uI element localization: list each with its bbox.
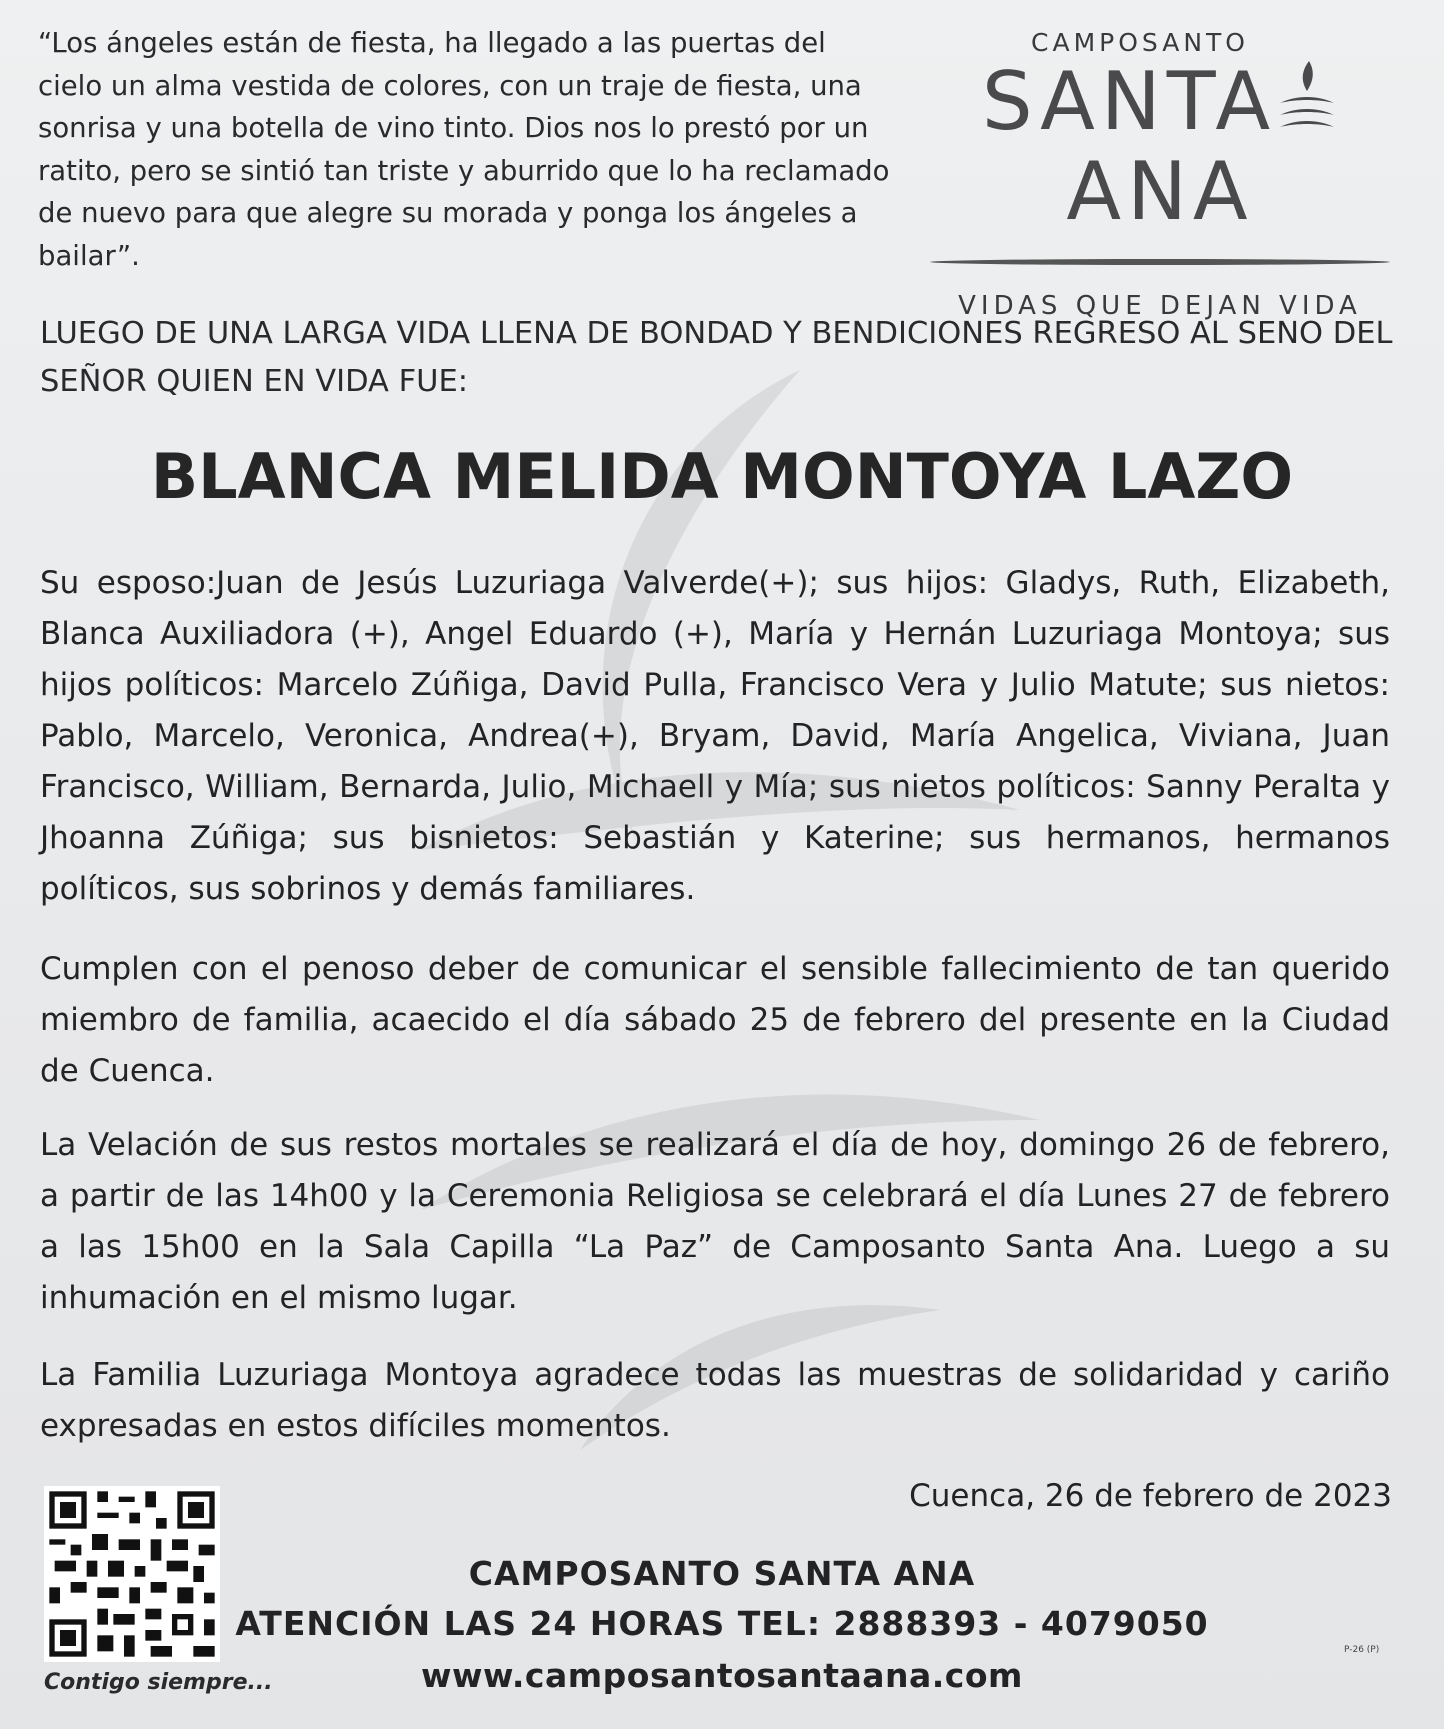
logo-slogan: VIDAS QUE DEJAN VIDA	[958, 291, 1362, 321]
print-code: P-26 (P)	[1344, 1645, 1380, 1655]
footer-phone: ATENCIÓN LAS 24 HORAS TEL: 2888393 - 4079050	[235, 1604, 1209, 1643]
intro-heading: LUEGO DE UNA LARGA VIDA LLENA DE BONDAD Y BENDICIONES REGRESO AL SENO DEL SEÑOR QUIEN EN VIDA FUE:	[40, 316, 1393, 399]
camposanto-logo	[900, 22, 1420, 321]
flame-icon	[1276, 57, 1338, 135]
logo-main-text	[900, 57, 1420, 237]
footer-company: CAMPOSANTO SANTA ANA	[468, 1554, 976, 1593]
footer-website: www.camposantosantaana.com	[421, 1656, 1023, 1695]
tagline: Contigo siempre...	[44, 1670, 273, 1695]
logo-divider	[930, 259, 1390, 265]
announcement-paragraph: Cumplen con el penoso deber de comunicar el sensible fallecimiento de tan querido miembro de familia, acaecido el día sábado 25 de febrero del presente en la Ciudad de Cuenca.	[40, 951, 1390, 1089]
ceremony-paragraph: La Velación de sus restos mortales se realizará el día de hoy, domingo 26 de febrero, a partir de las 14h00 y la Ceremonia Religiosa se celebrará el día Lunes 27 de febrero a las 15h00 en la Sala Capilla “La Paz” de Camposanto Santa Ana. Luego a su inhumación en el mismo lugar.	[40, 1127, 1390, 1316]
opening-quote: “Los ángeles están de fiesta, ha llegado a las puertas del cielo un alma vestida de colores, con un traje de fiesta, una sonrisa y una botella de vino tinto. Dios nos lo prestó por un ratito, pero se sintió tan triste y aburrido que lo ha reclamado de nuevo para que alegre su morada y ponga los ángeles a bailar”.	[38, 27, 890, 272]
logo-main-left: SANTA	[981, 55, 1277, 148]
logo-top-text: CAMPOSANTO	[1031, 28, 1249, 57]
date-line: Cuenca, 26 de febrero de 2023	[909, 1478, 1392, 1514]
deceased-name: BLANCA MELIDA MONTOYA LAZO	[150, 440, 1294, 513]
logo-main-right: ANA	[1066, 145, 1254, 238]
family-paragraph: Su esposo:Juan de Jesús Luzuriaga Valverde(+); sus hijos: Gladys, Ruth, Elizabeth, Blanca Auxiliadora (+), Angel Eduardo (+), María y Hernán Luzuriaga Montoya; sus hijos políticos: Marcelo Zúñiga, David Pulla, Francisco Vera y Julio Matute; sus nietos: Pablo, Marcelo, Veronica, Andrea(+), Bryam, David, María Angelica, Viviana, Juan Francisco, William, Bernarda, Julio, Michaell y Mía; sus nietos políticos: Sanny Peralta y Jhoanna Zúñiga; sus bisnietos: Sebastián y Katerine; sus hermanos, hermanos políticos, sus sobrinos y demás familiares.	[40, 565, 1390, 907]
thanks-paragraph: La Familia Luzuriaga Montoya agradece todas las muestras de solidaridad y cariño expresadas en estos difíciles momentos.	[40, 1357, 1390, 1444]
